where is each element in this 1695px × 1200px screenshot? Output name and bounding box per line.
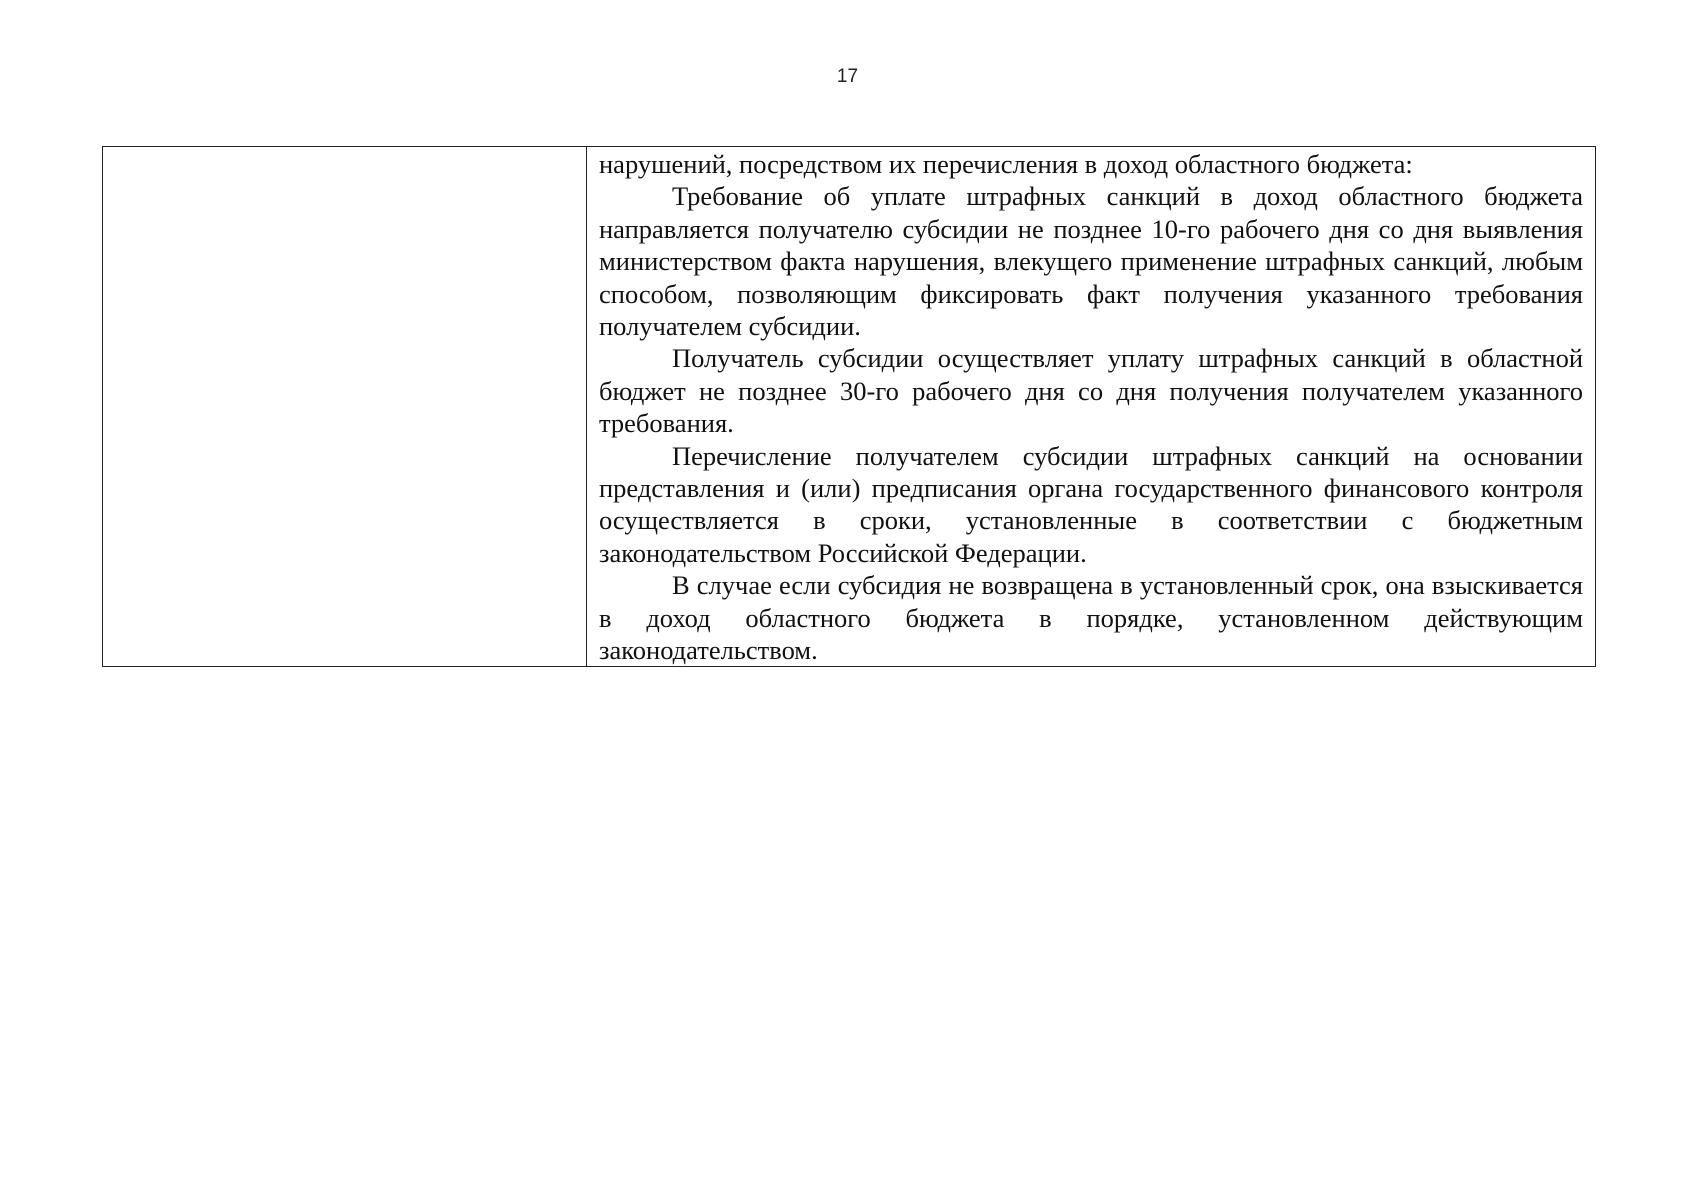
paragraph-penalty-requirement: Требование об уплате штрафных санкций в доход областного бюджета направляется получателю субсидии не позднее 10-го рабочего дня со дня выявления министерством факта нарушения, влекущего применение штрафных санкций, любым способом, позволяющим фиксировать факт получения указанного требования получателем субсидии. bbox=[599, 181, 1583, 342]
table-cell-right bbox=[587, 147, 1595, 666]
paragraph-recovery: В случае если субсидия не возвращена в установленный срок, она взыскивается в доход областного бюджета в порядке, установленном действующим законодательством. bbox=[599, 570, 1583, 666]
document-table bbox=[102, 146, 1596, 667]
table-cell-left bbox=[103, 147, 587, 666]
page-number: 17 bbox=[836, 66, 859, 87]
paragraph-violations-continuation: нарушений, посредством их перечисления в доход областного бюджета: bbox=[599, 149, 1413, 179]
paragraph-penalty-payment: Получатель субсидии осуществляет уплату штрафных санкций в областной бюджет не позднее 30-го рабочего дня со дня получения получателем указанного требования. bbox=[599, 343, 1583, 439]
paragraph-financial-control: Перечисление получателем субсидии штрафных санкций на основании представления и (или) предписания органа государственного финансового контроля осуществляется в сроки, установленные в соответствии с бюджетным законодательством Российской Федерации. bbox=[599, 440, 1583, 568]
